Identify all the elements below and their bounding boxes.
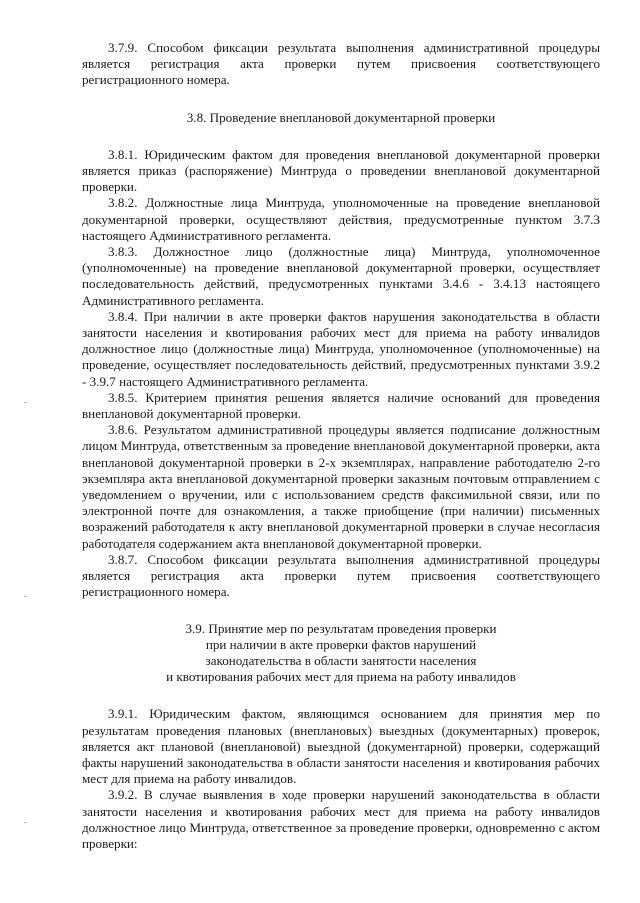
section-heading-3-9-line-4: и квотирования рабочих мест для приема на работу инвалидов <box>166 669 516 685</box>
section-heading-3-9-line-2: при наличии в акте проверки фактов нарушений <box>205 636 477 652</box>
scan-margin-mark-2 <box>24 596 27 597</box>
paragraph-3-8-3: 3.8.3. Должностное лицо (должностные лица) Минтруда, уполномоченное (уполномоченные) на проведение внеплановой документарной проверки, осуществляет последовательность действий, предусмотренных пунктами 3.4.6 - 3.4.13 настоящего Административного регламента. <box>82 244 600 308</box>
paragraph-3-8-4: 3.8.4. При наличии в акте проверки фактов нарушения законодательства в области занятости населения и квотирования рабочих мест для приема на работу инвалидов должностное лицо (должностные лица) Минтруда, уполномоченное (уполномоченные) на проведение, осуществляет последовательность действий, предусмотренных пунктами 3.9.2 - 3.9.7 настоящего Административного регламента. <box>82 308 600 389</box>
paragraph-3-8-2: 3.8.2. Должностные лица Минтруда, уполномоченные на проведение внеплановой документарной проверки, осуществляют действия, предусмотренные пунктом 3.7.3 настоящего Административного регламента. <box>82 195 600 243</box>
paragraph-3-8-6: 3.8.6. Результатом административной процедуры является подписание должностным лицом Минтруда, ответственным за проведение внеплановой документарной проверки, акта внеплановой документарной проверки в 2-х экземплярах, направление работодателю 2-го экземпляра акта внеплановой документарной проверки заказным почтовым отправлением с уведомлением о вручении, или с использованием средств факсимильной связи, или по электронной почте для ознакомления, а также приобщение (при наличии) письменных возражений работодателя к акту внеплановой документарной проверки в случае несогласия работодателя содержанием акта внеплановой документарной проверки. <box>82 422 600 551</box>
paragraph-3-8-1: 3.8.1. Юридическим фактом для проведения внеплановой документарной проверки является приказ (распоряжение) Минтруда о проведении внеплановой документарной проверки. <box>82 146 600 195</box>
paragraph-3-7-9: 3.7.9. Способом фиксации результата выполнения административной процедуры является регистрация акта проверки путем присвоения соответствующего регистрационного номера. <box>82 40 600 88</box>
section-heading-3-9-line-1: 3.9. Принятие мер по результатам проведения проверки <box>185 620 497 636</box>
document-page <box>82 40 600 852</box>
paragraph-3-8-5: 3.8.5. Критерием принятия решения является наличие оснований для проведения внеплановой документарной проверки. <box>82 389 600 422</box>
scan-margin-mark-3 <box>24 822 27 823</box>
section-heading-3-9-line-3: законодательства в области занятости населения <box>205 652 477 668</box>
paragraph-3-9-1: 3.9.1. Юридическим фактом, являющимся основанием для принятия мер по результатам проведения плановых (внеплановых) выездных (документарных) проверок, является акт плановой (внеплановой) выездной (документарной) проверки, содержащий факты нарушений законодательства в области занятости населения и квотирования рабочих мест для приема на работу инвалидов. <box>82 706 600 787</box>
section-heading-3-8: 3.8. Проведение внеплановой документарной проверки <box>186 109 496 125</box>
section-heading-3-9 <box>82 621 600 686</box>
paragraph-3-9-2: 3.9.2. В случае выявления в ходе проверки нарушений законодательства в области занятости населения и квотирования рабочих мест для приема на работу инвалидов должностное лицо Минтруда, ответственное за проведение проверки, одновременно с актом проверки: <box>82 787 600 851</box>
paragraph-3-8-7: 3.8.7. Способом фиксации результата выполнения административной процедуры является регистрация акта проверки путем присвоения соответствующего регистрационного номера. <box>82 551 600 600</box>
scan-margin-mark-1 <box>24 402 27 403</box>
